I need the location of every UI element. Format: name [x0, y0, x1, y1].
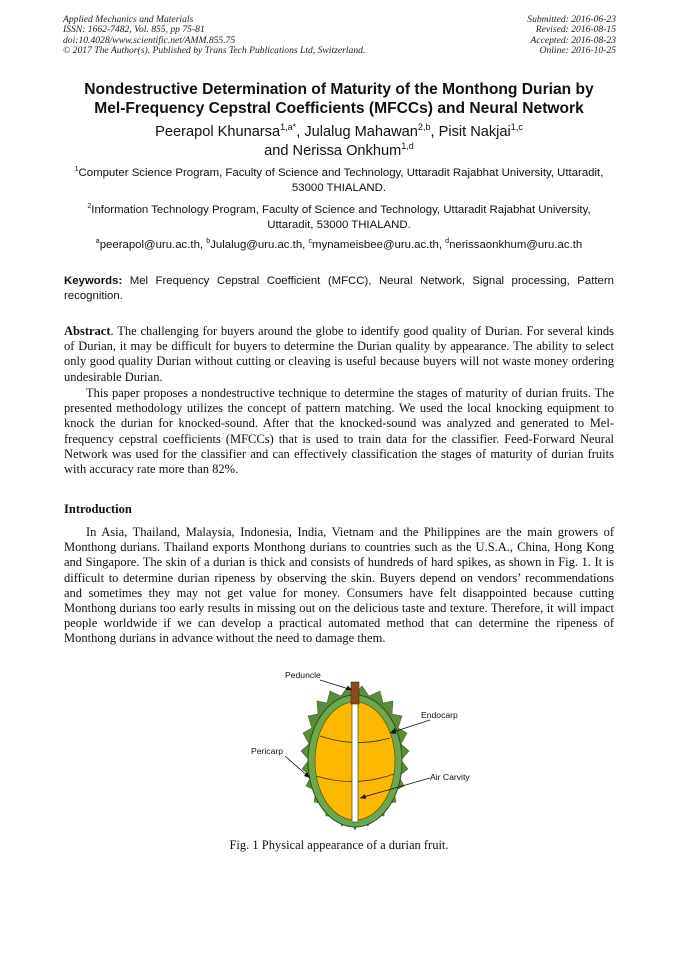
paper-title [40, 80, 638, 118]
abstract-paragraph-1 [64, 324, 614, 385]
copyright: © 2017 The Author(s). Published by Trans Tech Publications Ltd, Switzerland. [63, 45, 366, 57]
doi: doi:10.4028/www.scientific.net/AMM.855.75 [63, 34, 236, 46]
affiliation-text: Information Technology Program, Faculty of Science and Technology, Uttaradit Rajabhat University, Uttaradit, 53000 THIALAND. [91, 204, 591, 231]
online-date: Online: 2016-10-25 [539, 45, 616, 57]
affiliation-sup: 2 [87, 203, 92, 211]
title-line-1: Nondestructive Determination of Maturity of the Monthong Durian by [84, 81, 594, 98]
introduction-paragraph-1: In Asia, Thailand, Malaysia, Indonesia, India, Vietnam and the Philippines are the main growers of Monthong durians. Thailand exports Monthong durians to countries such as the U.S.A., China, Hong Kong and Singapore. The skin of a durian is thick and consists of hundreds of hard spikes, as shown in Fig. 1. It is difficult to determine durian ripeness by observing the skin. Buyers depend on vendors’ recommendations and sometimes they may not get value for money. Consumers have felt disappointed because cutting Monthong durians too early results in missing out on the delicious taste and texture. Therefore, it will impact people worldwide if we can develop a practical automated method that can determine the ripeness of Monthong durians in advance without the need to damage them. [64, 525, 614, 646]
figure-caption: Fig. 1 Physical appearance of a durian fruit. [229, 838, 449, 852]
durian-figure [230, 668, 490, 838]
author-sup: 2,b [417, 122, 431, 133]
authors-line-1 [40, 123, 638, 142]
author-sup: 1,c [510, 122, 523, 133]
author-sup: 1,d [401, 141, 414, 152]
keywords [64, 274, 614, 304]
author-sep: , [296, 124, 305, 140]
author-list [40, 123, 638, 161]
author-name: Peerapol Khunarsa [155, 124, 281, 140]
peduncle-stem [351, 682, 359, 704]
air-cavity-channel [352, 702, 358, 822]
issn: ISSN: 1662-7482, Vol. 855, pp 75-81 [63, 24, 205, 36]
author-name: Pisit Nakjai [438, 124, 511, 140]
email: mynameisbee@uru.ac.th, [312, 239, 446, 251]
accepted-date: Accepted: 2016-08-23 [530, 34, 616, 46]
authors-line-2 [40, 142, 638, 161]
title-line-2: Mel-Frequency Cepstral Coefficients (MFCCs) and Neural Network [94, 100, 584, 117]
section-heading-introduction: Introduction [64, 502, 132, 516]
email-sup: a [95, 238, 100, 246]
affiliation-sup: 1 [74, 166, 79, 174]
abstract-paragraph-2: This paper proposes a nondestructive technique to determine the stages of maturity of durian fruits. The presented methodology utilizes the concept of pattern matching. We used the local knocking equipment to knock the durian for knocked-sound. After that the knocked-sound was analyzed and generated to Mel-frequency cepstral coefficients (MFCCs) that is used to train data for the classifier. Feed-Forward Neural Network was used for the classifier and can effectively classification the stages of maturity of durian fruits with accuracy rate more than 82%. [64, 386, 614, 477]
affiliation-text: Computer Science Program, Faculty of Science and Technology, Uttaradit Rajabhat University, Uttaradit, 53000 THIALAND. [78, 167, 604, 194]
label-endocarp: Endocarp [421, 710, 458, 720]
author-name: Julalug Mahawan [304, 124, 418, 140]
affiliation-2 [70, 203, 608, 233]
keywords-label: Keywords: [64, 275, 123, 287]
author-name: and Nerissa Onkhum [264, 143, 402, 159]
journal-header [63, 15, 365, 57]
email: Julalug@uru.ac.th, [210, 239, 309, 251]
label-air-cavity: Air Carvity [430, 772, 470, 782]
label-peduncle: Peduncle [285, 670, 321, 680]
submitted-date: Submitted: 2016-06-23 [527, 14, 616, 25]
author-sep: , [430, 124, 439, 140]
abstract-text-1: . The challenging for buyers around the globe to identify good quality of Durian. For several kinds of Durian, it may be difficult for buyers to determine the Durian quality by appearance. The ability to select only good quality Durian without cutting or cleaving is useful because buyers will not waste money ordering undesirable Durian. [64, 324, 614, 384]
revised-date: Revised: 2016-08-15 [535, 24, 616, 36]
dates-header [527, 15, 616, 57]
email: nerissaonkhum@uru.ac.th [449, 239, 583, 251]
affiliation-1 [70, 166, 608, 196]
abstract-label: Abstract [64, 324, 111, 338]
journal-name: Applied Mechanics and Materials [63, 14, 194, 25]
email-sup: b [206, 238, 211, 246]
email: peerapol@uru.ac.th, [99, 239, 207, 251]
label-pericarp: Pericarp [251, 746, 283, 756]
email-sup: c [308, 238, 313, 246]
author-sup: 1,a* [280, 122, 297, 133]
email-list [40, 238, 638, 253]
keywords-text: Mel Frequency Cepstral Coefficient (MFCC), Neural Network, Signal processing, Pattern recognition. [64, 275, 614, 302]
email-sup: d [445, 238, 450, 246]
